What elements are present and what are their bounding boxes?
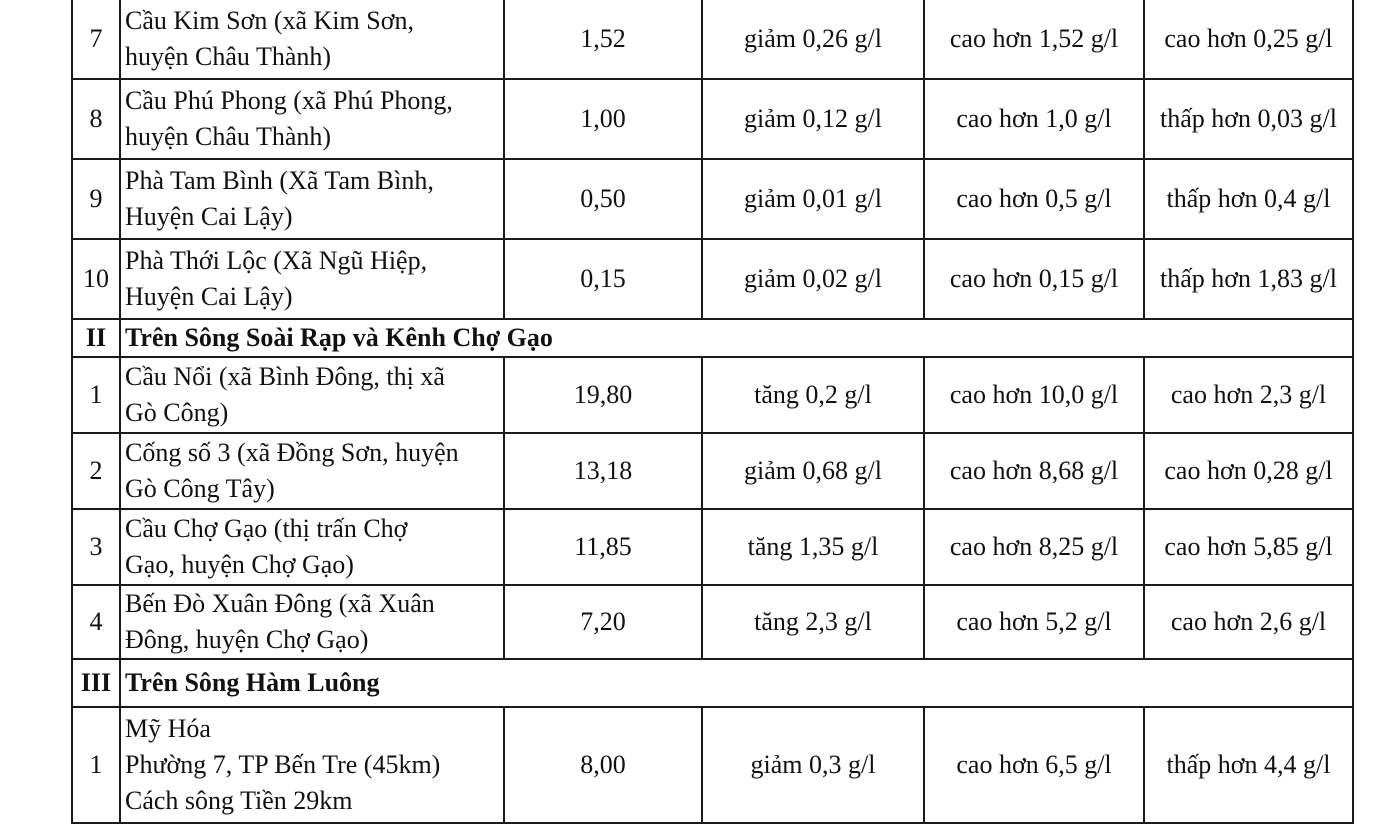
compare-cell: cao hơn 0,5 g/l: [924, 159, 1144, 239]
compare-cell: cao hơn 8,68 g/l: [924, 433, 1144, 509]
row-number-cell: 10: [72, 239, 120, 319]
compare-cell: cao hơn 6,5 g/l: [924, 707, 1144, 823]
location-cell: Phà Tam Bình (Xã Tam Bình, Huyện Cai Lậy): [120, 159, 504, 239]
section-roman-numeral: III: [72, 659, 120, 707]
salinity-value-cell: 13,18: [504, 433, 702, 509]
salinity-value-cell: 0,15: [504, 239, 702, 319]
table-row: [72, 357, 1353, 433]
compare-cell: cao hơn 2,6 g/l: [1144, 585, 1353, 659]
compare-cell: thấp hơn 0,4 g/l: [1144, 159, 1353, 239]
location-cell: Phà Thới Lộc (Xã Ngũ Hiệp, Huyện Cai Lậy): [120, 239, 504, 319]
compare-cell: cao hơn 0,15 g/l: [924, 239, 1144, 319]
salinity-table-body: [72, 0, 1353, 823]
row-number-cell: 1: [72, 707, 120, 823]
compare-cell: cao hơn 1,0 g/l: [924, 79, 1144, 159]
salinity-table: [71, 0, 1354, 824]
section-roman-numeral: II: [72, 319, 120, 357]
compare-cell: thấp hơn 4,4 g/l: [1144, 707, 1353, 823]
change-cell: giảm 0,02 g/l: [702, 239, 924, 319]
row-number-cell: 2: [72, 433, 120, 509]
compare-cell: cao hơn 8,25 g/l: [924, 509, 1144, 585]
location-cell: Cầu Nổi (xã Bình Đông, thị xã Gò Công): [120, 357, 504, 433]
table-row: [72, 433, 1353, 509]
location-cell: Cầu Phú Phong (xã Phú Phong, huyện Châu Thành): [120, 79, 504, 159]
compare-cell: cao hơn 5,85 g/l: [1144, 509, 1353, 585]
section-header-row: [72, 659, 1353, 707]
section-title: Trên Sông Soài Rạp và Kênh Chợ Gạo: [120, 319, 1353, 357]
change-cell: giảm 0,01 g/l: [702, 159, 924, 239]
change-cell: tăng 2,3 g/l: [702, 585, 924, 659]
table-row: [72, 79, 1353, 159]
location-cell: Cầu Chợ Gạo (thị trấn Chợ Gạo, huyện Chợ Gạo): [120, 509, 504, 585]
table-row: [72, 509, 1353, 585]
salinity-value-cell: 7,20: [504, 585, 702, 659]
row-number-cell: 1: [72, 357, 120, 433]
compare-cell: thấp hơn 1,83 g/l: [1144, 239, 1353, 319]
compare-cell: cao hơn 10,0 g/l: [924, 357, 1144, 433]
row-number-cell: 3: [72, 509, 120, 585]
compare-cell: cao hơn 0,25 g/l: [1144, 0, 1353, 79]
change-cell: giảm 0,68 g/l: [702, 433, 924, 509]
row-number-cell: 7: [72, 0, 120, 79]
salinity-value-cell: 11,85: [504, 509, 702, 585]
compare-cell: cao hơn 5,2 g/l: [924, 585, 1144, 659]
location-cell: Mỹ Hóa Phường 7, TP Bến Tre (45km) Cách sông Tiền 29km: [120, 707, 504, 823]
row-number-cell: 4: [72, 585, 120, 659]
table-row: [72, 585, 1353, 659]
change-cell: giảm 0,3 g/l: [702, 707, 924, 823]
table-row: [72, 707, 1353, 823]
compare-cell: thấp hơn 0,03 g/l: [1144, 79, 1353, 159]
salinity-value-cell: 1,00: [504, 79, 702, 159]
change-cell: giảm 0,26 g/l: [702, 0, 924, 79]
compare-cell: cao hơn 1,52 g/l: [924, 0, 1144, 79]
row-number-cell: 8: [72, 79, 120, 159]
change-cell: tăng 0,2 g/l: [702, 357, 924, 433]
row-number-cell: 9: [72, 159, 120, 239]
table-row: [72, 239, 1353, 319]
location-cell: Bến Đò Xuân Đông (xã Xuân Đông, huyện Chợ Gạo): [120, 585, 504, 659]
change-cell: tăng 1,35 g/l: [702, 509, 924, 585]
compare-cell: cao hơn 0,28 g/l: [1144, 433, 1353, 509]
salinity-value-cell: 8,00: [504, 707, 702, 823]
section-title: Trên Sông Hàm Luông: [120, 659, 1353, 707]
change-cell: giảm 0,12 g/l: [702, 79, 924, 159]
location-cell: Cầu Kim Sơn (xã Kim Sơn, huyện Châu Thành): [120, 0, 504, 79]
salinity-value-cell: 0,50: [504, 159, 702, 239]
section-header-row: [72, 319, 1353, 357]
salinity-value-cell: 1,52: [504, 0, 702, 79]
table-row: [72, 159, 1353, 239]
salinity-value-cell: 19,80: [504, 357, 702, 433]
table-row: [72, 0, 1353, 79]
compare-cell: cao hơn 2,3 g/l: [1144, 357, 1353, 433]
location-cell: Cống số 3 (xã Đồng Sơn, huyện Gò Công Tây): [120, 433, 504, 509]
